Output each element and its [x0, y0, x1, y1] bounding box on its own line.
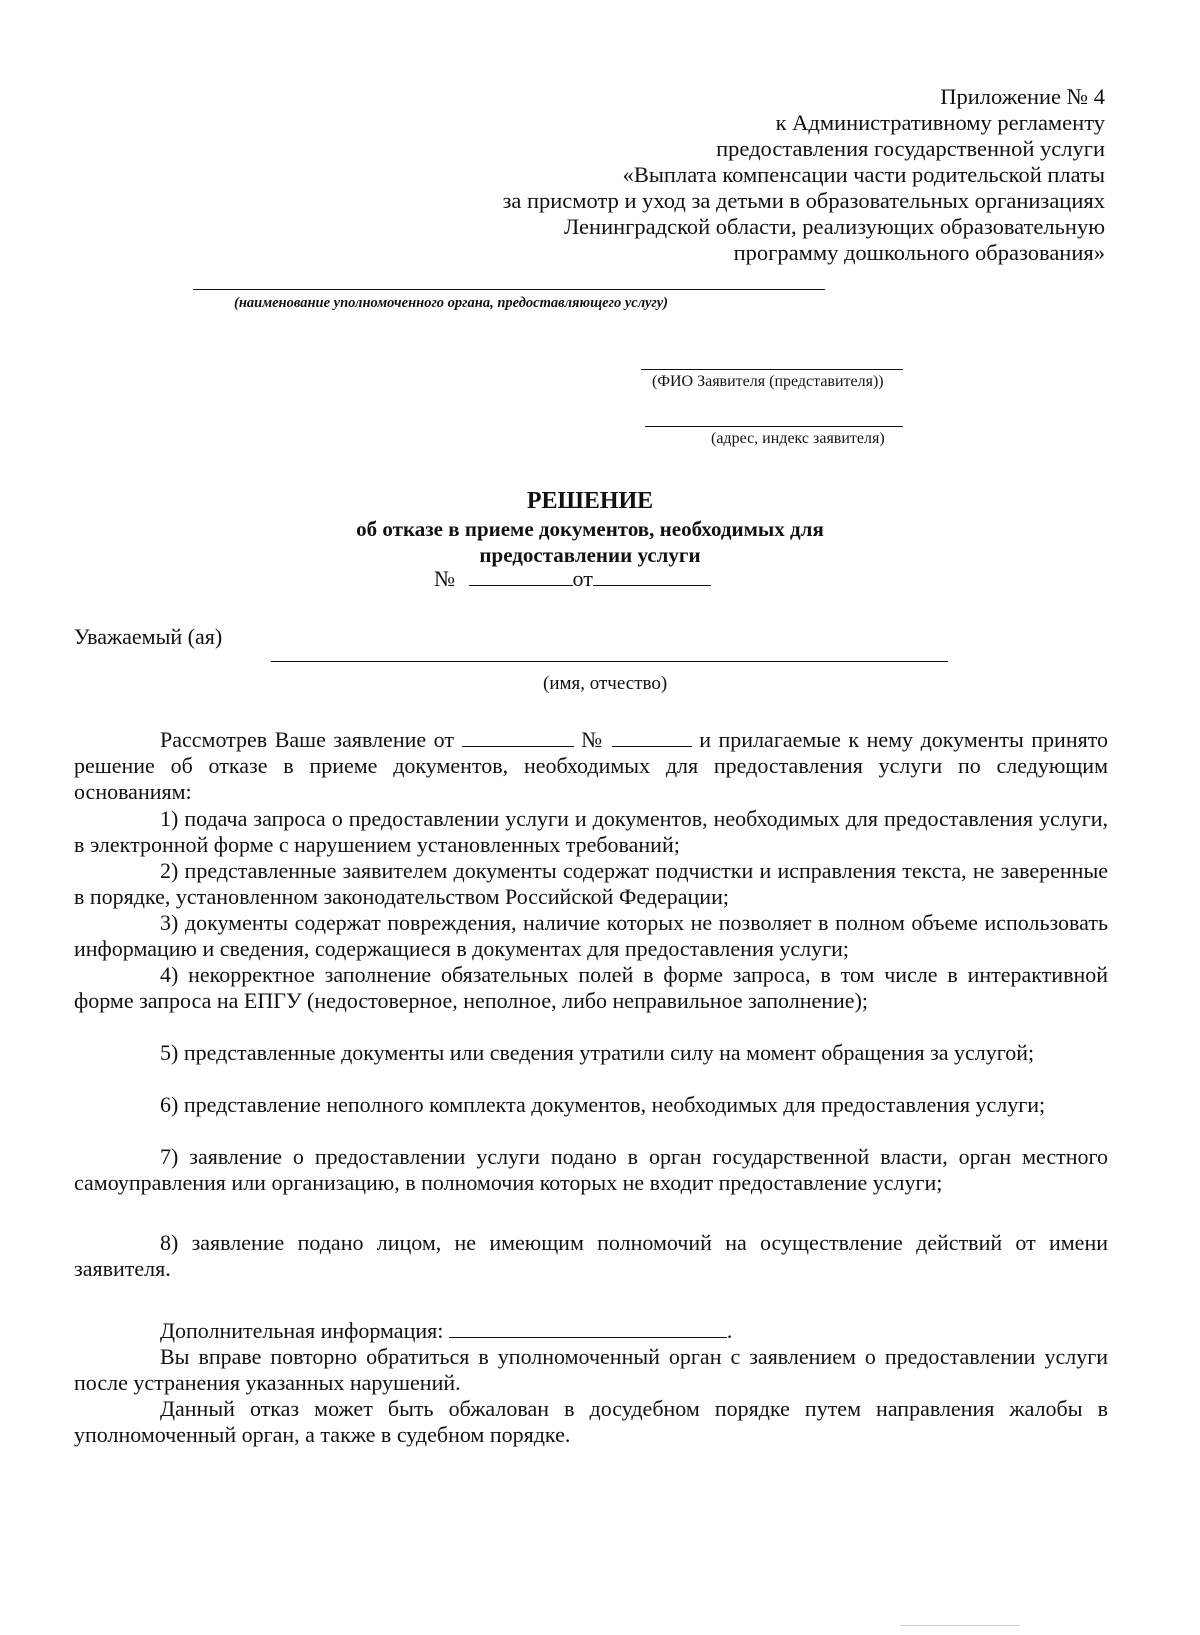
additional-info-blank: [449, 1319, 727, 1338]
scan-artifact: [900, 1625, 1020, 1626]
name-blank-line: [271, 661, 948, 662]
reason-item-3: 3) документы содержат повреждения, наличие которых не позволяет в полном объеме использовать информацию и сведения, содержащиеся в документах для предоставления услуги;: [74, 910, 1108, 961]
number-label: №: [434, 566, 455, 591]
date-blank: [593, 567, 711, 586]
header-line-6: Ленинградской области, реализующих образовательную: [563, 214, 1105, 239]
authority-caption: (наименование уполномоченного органа, предоставляющего услугу): [234, 295, 669, 311]
decision-subtitle-1: об отказе в приеме документов, необходимых для: [356, 517, 824, 541]
header-line-3: предоставления государственной услуги: [716, 136, 1105, 161]
reason-item-5: 5) представленные документы или сведения утратили силу на момент обращения за услугой;: [160, 1040, 1035, 1065]
number-blank: [469, 567, 573, 586]
salutation: Уважаемый (ая): [74, 624, 223, 649]
intro-paragraph: Рассмотрев Ваше заявление от № и прилагаемые к нему документы принято решение об отказе в приеме документов, необходимых для предоставления услуги по следующим основаниям:: [74, 727, 1109, 804]
applicant-blank-line: [641, 369, 903, 370]
decision-subtitle-2: предоставлении услуги: [479, 543, 701, 567]
header-line-5: за присмотр и уход за детьми в образовательных организациях: [502, 188, 1105, 213]
decision-title: РЕШЕНИЕ: [526, 488, 654, 514]
address-caption: (адрес, индекс заявителя): [711, 430, 885, 447]
name-caption: (имя, отчество): [543, 673, 668, 694]
additional-info-row: Дополнительная информация: .: [160, 1318, 733, 1343]
header-line-4: «Выплата компенсации части родительской платы: [622, 162, 1105, 187]
reason-item-8: 8) заявление подано лицом, не имеющим полномочий на осуществление действий от имени заявителя.: [74, 1230, 1108, 1281]
reason-item-4: 4) некорректное заполнение обязательных полей в форме запроса, в том числе в интерактивной форме запроса на ЕПГУ (недостоверное, неполное, либо неправильное заполнение);: [74, 962, 1108, 1013]
address-blank-line: [645, 426, 903, 427]
header-line-1: Приложение № 4: [940, 84, 1105, 109]
reason-item-2: 2) представленные заявителем документы содержат подчистки и исправления текста, не заверенные в порядке, установленном законодательством Российской Федерации;: [74, 858, 1108, 909]
closing-paragraph-1: Вы вправе повторно обратиться в уполномоченный орган с заявлением о предоставлении услуги после устранения указанных нарушений.: [74, 1344, 1108, 1395]
additional-info-label: Дополнительная информация:: [160, 1318, 444, 1343]
closing-paragraph-2: Данный отказ может быть обжалован в досудебном порядке путем направления жалобы в уполномоченный орган, а также в судебном порядке.: [74, 1396, 1108, 1447]
reason-item-6: 6) представление неполного комплекта документов, необходимых для предоставления услуги;: [160, 1092, 1046, 1117]
application-number-blank: [612, 728, 692, 747]
decision-number-row: [434, 566, 711, 592]
application-date-blank: [462, 728, 574, 747]
authority-blank-line: [193, 289, 825, 290]
date-label: от: [572, 566, 593, 591]
applicant-caption: (ФИО Заявителя (представителя)): [652, 373, 884, 390]
reason-item-7: 7) заявление о предоставлении услуги подано в орган государственной власти, орган местного самоуправления или организацию, в полномочия которых не входит предоставление услуги;: [74, 1144, 1108, 1195]
header-line-2: к Административному регламенту: [775, 110, 1105, 135]
header-line-7: программу дошкольного образования»: [733, 240, 1105, 265]
reason-item-1: 1) подача запроса о предоставлении услуги и документов, необходимых для предоставления услуги, в электронной форме с нарушением установленных требований;: [74, 806, 1108, 857]
